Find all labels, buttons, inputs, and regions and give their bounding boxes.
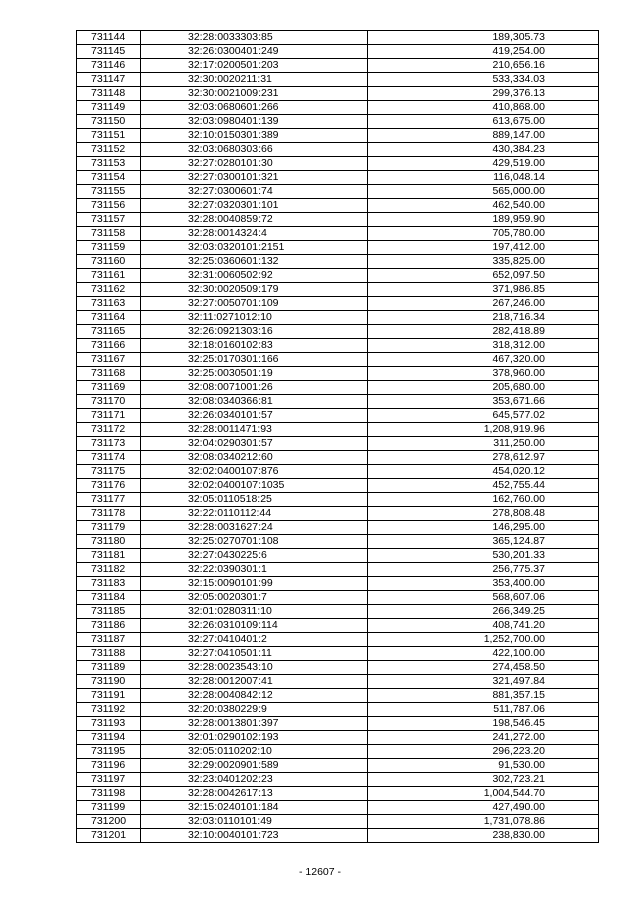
data-table	[76, 30, 599, 843]
record-id-cell: 731155	[77, 185, 141, 199]
cadastral-number-cell: 32:28:0023543:10	[141, 661, 368, 675]
cadastral-number-cell: 32:28:0031627:24	[141, 521, 368, 535]
record-id-cell: 731149	[77, 101, 141, 115]
record-id-cell: 731144	[77, 31, 141, 45]
table-row	[77, 227, 599, 241]
record-id-cell: 731160	[77, 255, 141, 269]
amount-cell: 311,250.00	[368, 437, 599, 451]
amount-cell: 889,147.00	[368, 129, 599, 143]
table-row	[77, 493, 599, 507]
cadastral-number-cell: 32:31:0060502:92	[141, 269, 368, 283]
record-id-cell: 731190	[77, 675, 141, 689]
record-id-cell: 731147	[77, 73, 141, 87]
record-id-cell: 731166	[77, 339, 141, 353]
cadastral-number-cell: 32:28:0013801:397	[141, 717, 368, 731]
amount-cell: 452,755.44	[368, 479, 599, 493]
table-row	[77, 171, 599, 185]
table-row	[77, 535, 599, 549]
cadastral-number-cell: 32:20:0380229:9	[141, 703, 368, 717]
cadastral-number-cell: 32:03:0680601:266	[141, 101, 368, 115]
amount-cell: 146,295.00	[368, 521, 599, 535]
record-id-cell: 731170	[77, 395, 141, 409]
cadastral-number-cell: 32:26:0310109:114	[141, 619, 368, 633]
record-id-cell: 731199	[77, 801, 141, 815]
record-id-cell: 731158	[77, 227, 141, 241]
amount-cell: 408,741.20	[368, 619, 599, 633]
amount-cell: 454,020.12	[368, 465, 599, 479]
table-row	[77, 717, 599, 731]
record-id-cell: 731180	[77, 535, 141, 549]
record-id-cell: 731164	[77, 311, 141, 325]
cadastral-number-cell: 32:27:0300601:74	[141, 185, 368, 199]
record-id-cell: 731193	[77, 717, 141, 731]
cadastral-number-cell: 32:05:0020301:7	[141, 591, 368, 605]
record-id-cell: 731154	[77, 171, 141, 185]
amount-cell: 1,252,700.00	[368, 633, 599, 647]
table-row	[77, 479, 599, 493]
cadastral-number-cell: 32:08:0071001:26	[141, 381, 368, 395]
table-row	[77, 605, 599, 619]
record-id-cell: 731186	[77, 619, 141, 633]
cadastral-number-cell: 32:28:0040842:12	[141, 689, 368, 703]
record-id-cell: 731200	[77, 815, 141, 829]
amount-cell: 189,959.90	[368, 213, 599, 227]
cadastral-number-cell: 32:28:0011471:93	[141, 423, 368, 437]
table-row	[77, 409, 599, 423]
table-row	[77, 157, 599, 171]
record-id-cell: 731175	[77, 465, 141, 479]
record-id-cell: 731192	[77, 703, 141, 717]
cadastral-number-cell: 32:25:0170301:166	[141, 353, 368, 367]
amount-cell: 266,349.25	[368, 605, 599, 619]
cadastral-number-cell: 32:27:0300101:321	[141, 171, 368, 185]
table-row	[77, 199, 599, 213]
cadastral-number-cell: 32:27:0410501:11	[141, 647, 368, 661]
record-id-cell: 731159	[77, 241, 141, 255]
table-row	[77, 339, 599, 353]
table-row	[77, 129, 599, 143]
table-row	[77, 213, 599, 227]
cadastral-number-cell: 32:26:0300401:249	[141, 45, 368, 59]
cadastral-number-cell: 32:30:0021009:231	[141, 87, 368, 101]
record-id-cell: 731181	[77, 549, 141, 563]
cadastral-number-cell: 32:25:0030501:19	[141, 367, 368, 381]
table-row	[77, 661, 599, 675]
table-row	[77, 577, 599, 591]
table-row	[77, 185, 599, 199]
cadastral-number-cell: 32:04:0290301:57	[141, 437, 368, 451]
amount-cell: 299,376.13	[368, 87, 599, 101]
amount-cell: 267,246.00	[368, 297, 599, 311]
table-row	[77, 115, 599, 129]
record-id-cell: 731194	[77, 731, 141, 745]
record-id-cell: 731157	[77, 213, 141, 227]
amount-cell: 533,334.03	[368, 73, 599, 87]
cadastral-number-cell: 32:18:0160102:83	[141, 339, 368, 353]
table-row	[77, 703, 599, 717]
table-row	[77, 815, 599, 829]
cadastral-number-cell: 32:25:0270701:108	[141, 535, 368, 549]
record-id-cell: 731182	[77, 563, 141, 577]
amount-cell: 91,530.00	[368, 759, 599, 773]
cadastral-number-cell: 32:22:0110112:44	[141, 507, 368, 521]
record-id-cell: 731187	[77, 633, 141, 647]
table-row	[77, 591, 599, 605]
table-row	[77, 269, 599, 283]
amount-cell: 189,305.73	[368, 31, 599, 45]
record-id-cell: 731167	[77, 353, 141, 367]
record-id-cell: 731168	[77, 367, 141, 381]
amount-cell: 282,418.89	[368, 325, 599, 339]
record-id-cell: 731161	[77, 269, 141, 283]
amount-cell: 162,760.00	[368, 493, 599, 507]
table-row	[77, 31, 599, 45]
record-id-cell: 731145	[77, 45, 141, 59]
cadastral-number-cell: 32:25:0360601:132	[141, 255, 368, 269]
amount-cell: 530,201.33	[368, 549, 599, 563]
amount-cell: 1,004,544.70	[368, 787, 599, 801]
table-row	[77, 73, 599, 87]
amount-cell: 205,680.00	[368, 381, 599, 395]
record-id-cell: 731171	[77, 409, 141, 423]
table-row	[77, 451, 599, 465]
cadastral-number-cell: 32:01:0280311:10	[141, 605, 368, 619]
amount-cell: 321,497.84	[368, 675, 599, 689]
cadastral-number-cell: 32:26:0340101:57	[141, 409, 368, 423]
table-row	[77, 829, 599, 843]
cadastral-number-cell: 32:10:0040101:723	[141, 829, 368, 843]
table-row	[77, 619, 599, 633]
amount-cell: 462,540.00	[368, 199, 599, 213]
cadastral-number-cell: 32:01:0290102:193	[141, 731, 368, 745]
table-row	[77, 633, 599, 647]
record-id-cell: 731150	[77, 115, 141, 129]
cadastral-number-cell: 32:05:0110518:25	[141, 493, 368, 507]
table-row	[77, 801, 599, 815]
cadastral-number-cell: 32:27:0050701:109	[141, 297, 368, 311]
amount-cell: 210,656.16	[368, 59, 599, 73]
record-id-cell: 731153	[77, 157, 141, 171]
record-id-cell: 731196	[77, 759, 141, 773]
table-row	[77, 773, 599, 787]
table-row	[77, 787, 599, 801]
record-id-cell: 731179	[77, 521, 141, 535]
record-id-cell: 731151	[77, 129, 141, 143]
record-id-cell: 731172	[77, 423, 141, 437]
table-row	[77, 325, 599, 339]
amount-cell: 241,272.00	[368, 731, 599, 745]
table-row	[77, 647, 599, 661]
record-id-cell: 731146	[77, 59, 141, 73]
record-id-cell: 731183	[77, 577, 141, 591]
data-table-body	[77, 31, 599, 843]
table-row	[77, 101, 599, 115]
amount-cell: 353,400.00	[368, 577, 599, 591]
amount-cell: 274,458.50	[368, 661, 599, 675]
cadastral-number-cell: 32:27:0320301:101	[141, 199, 368, 213]
cadastral-number-cell: 32:02:0400107:876	[141, 465, 368, 479]
amount-cell: 568,607.06	[368, 591, 599, 605]
cadastral-number-cell: 32:03:0320101:2151	[141, 241, 368, 255]
cadastral-number-cell: 32:23:0401202:23	[141, 773, 368, 787]
record-id-cell: 731184	[77, 591, 141, 605]
cadastral-number-cell: 32:17:0200501:203	[141, 59, 368, 73]
cadastral-number-cell: 32:08:0340212:60	[141, 451, 368, 465]
table-row	[77, 563, 599, 577]
record-id-cell: 731163	[77, 297, 141, 311]
table-row	[77, 731, 599, 745]
table-row	[77, 675, 599, 689]
cadastral-number-cell: 32:26:0921303:16	[141, 325, 368, 339]
table-row	[77, 549, 599, 563]
amount-cell: 410,868.00	[368, 101, 599, 115]
record-id-cell: 731165	[77, 325, 141, 339]
table-row	[77, 311, 599, 325]
amount-cell: 429,519.00	[368, 157, 599, 171]
table-row	[77, 689, 599, 703]
cadastral-number-cell: 32:30:0020211:31	[141, 73, 368, 87]
amount-cell: 881,357.15	[368, 689, 599, 703]
amount-cell: 430,384.23	[368, 143, 599, 157]
amount-cell: 378,960.00	[368, 367, 599, 381]
cadastral-number-cell: 32:27:0430225:6	[141, 549, 368, 563]
record-id-cell: 731177	[77, 493, 141, 507]
cadastral-number-cell: 32:27:0280101:30	[141, 157, 368, 171]
record-id-cell: 731174	[77, 451, 141, 465]
cadastral-number-cell: 32:22:0390301:1	[141, 563, 368, 577]
amount-cell: 353,671.66	[368, 395, 599, 409]
cadastral-number-cell: 32:02:0400107:1035	[141, 479, 368, 493]
cadastral-number-cell: 32:29:0020901:589	[141, 759, 368, 773]
table-row	[77, 353, 599, 367]
amount-cell: 197,412.00	[368, 241, 599, 255]
amount-cell: 278,612.97	[368, 451, 599, 465]
amount-cell: 335,825.00	[368, 255, 599, 269]
record-id-cell: 731178	[77, 507, 141, 521]
record-id-cell: 731197	[77, 773, 141, 787]
cadastral-number-cell: 32:15:0090101:99	[141, 577, 368, 591]
amount-cell: 278,808.48	[368, 507, 599, 521]
table-row	[77, 283, 599, 297]
table-row	[77, 45, 599, 59]
amount-cell: 652,097.50	[368, 269, 599, 283]
cadastral-number-cell: 32:28:0012007:41	[141, 675, 368, 689]
amount-cell: 198,546.45	[368, 717, 599, 731]
table-row	[77, 521, 599, 535]
record-id-cell: 731162	[77, 283, 141, 297]
amount-cell: 296,223.20	[368, 745, 599, 759]
record-id-cell: 731191	[77, 689, 141, 703]
amount-cell: 422,100.00	[368, 647, 599, 661]
cadastral-number-cell: 32:08:0340366:81	[141, 395, 368, 409]
amount-cell: 1,731,078.86	[368, 815, 599, 829]
record-id-cell: 731169	[77, 381, 141, 395]
amount-cell: 613,675.00	[368, 115, 599, 129]
record-id-cell: 731185	[77, 605, 141, 619]
table-row	[77, 255, 599, 269]
cadastral-number-cell: 32:03:0110101:49	[141, 815, 368, 829]
amount-cell: 365,124.87	[368, 535, 599, 549]
record-id-cell: 731189	[77, 661, 141, 675]
cadastral-number-cell: 32:28:0040859:72	[141, 213, 368, 227]
cadastral-number-cell: 32:11:0271012:10	[141, 311, 368, 325]
cadastral-number-cell: 32:28:0042617:13	[141, 787, 368, 801]
record-id-cell: 731195	[77, 745, 141, 759]
record-id-cell: 731176	[77, 479, 141, 493]
amount-cell: 318,312.00	[368, 339, 599, 353]
record-id-cell: 731152	[77, 143, 141, 157]
amount-cell: 116,048.14	[368, 171, 599, 185]
table-row	[77, 381, 599, 395]
amount-cell: 427,490.00	[368, 801, 599, 815]
table-row	[77, 423, 599, 437]
table-row	[77, 297, 599, 311]
amount-cell: 238,830.00	[368, 829, 599, 843]
cadastral-number-cell: 32:28:0033303:85	[141, 31, 368, 45]
cadastral-number-cell: 32:27:0410401:2	[141, 633, 368, 647]
amount-cell: 705,780.00	[368, 227, 599, 241]
cadastral-number-cell: 32:03:0680303:66	[141, 143, 368, 157]
table-row	[77, 465, 599, 479]
cadastral-number-cell: 32:03:0980401:139	[141, 115, 368, 129]
amount-cell: 419,254.00	[368, 45, 599, 59]
record-id-cell: 731148	[77, 87, 141, 101]
table-row	[77, 395, 599, 409]
amount-cell: 218,716.34	[368, 311, 599, 325]
amount-cell: 645,577.02	[368, 409, 599, 423]
table-row	[77, 507, 599, 521]
table-row	[77, 759, 599, 773]
page-number: - 12607 -	[298, 866, 342, 878]
table-row	[77, 241, 599, 255]
cadastral-number-cell: 32:10:0150301:389	[141, 129, 368, 143]
table-row	[77, 87, 599, 101]
amount-cell: 256,775.37	[368, 563, 599, 577]
amount-cell: 467,320.00	[368, 353, 599, 367]
amount-cell: 565,000.00	[368, 185, 599, 199]
amount-cell: 371,986.85	[368, 283, 599, 297]
record-id-cell: 731156	[77, 199, 141, 213]
record-id-cell: 731201	[77, 829, 141, 843]
table-row	[77, 143, 599, 157]
table-row	[77, 367, 599, 381]
cadastral-number-cell: 32:15:0240101:184	[141, 801, 368, 815]
record-id-cell: 731198	[77, 787, 141, 801]
cadastral-number-cell: 32:28:0014324:4	[141, 227, 368, 241]
table-row	[77, 437, 599, 451]
cadastral-number-cell: 32:30:0020509:179	[141, 283, 368, 297]
record-id-cell: 731173	[77, 437, 141, 451]
amount-cell: 302,723.21	[368, 773, 599, 787]
table-row	[77, 745, 599, 759]
record-id-cell: 731188	[77, 647, 141, 661]
table-row	[77, 59, 599, 73]
cadastral-number-cell: 32:05:0110202:10	[141, 745, 368, 759]
amount-cell: 511,787.06	[368, 703, 599, 717]
amount-cell: 1,208,919.96	[368, 423, 599, 437]
